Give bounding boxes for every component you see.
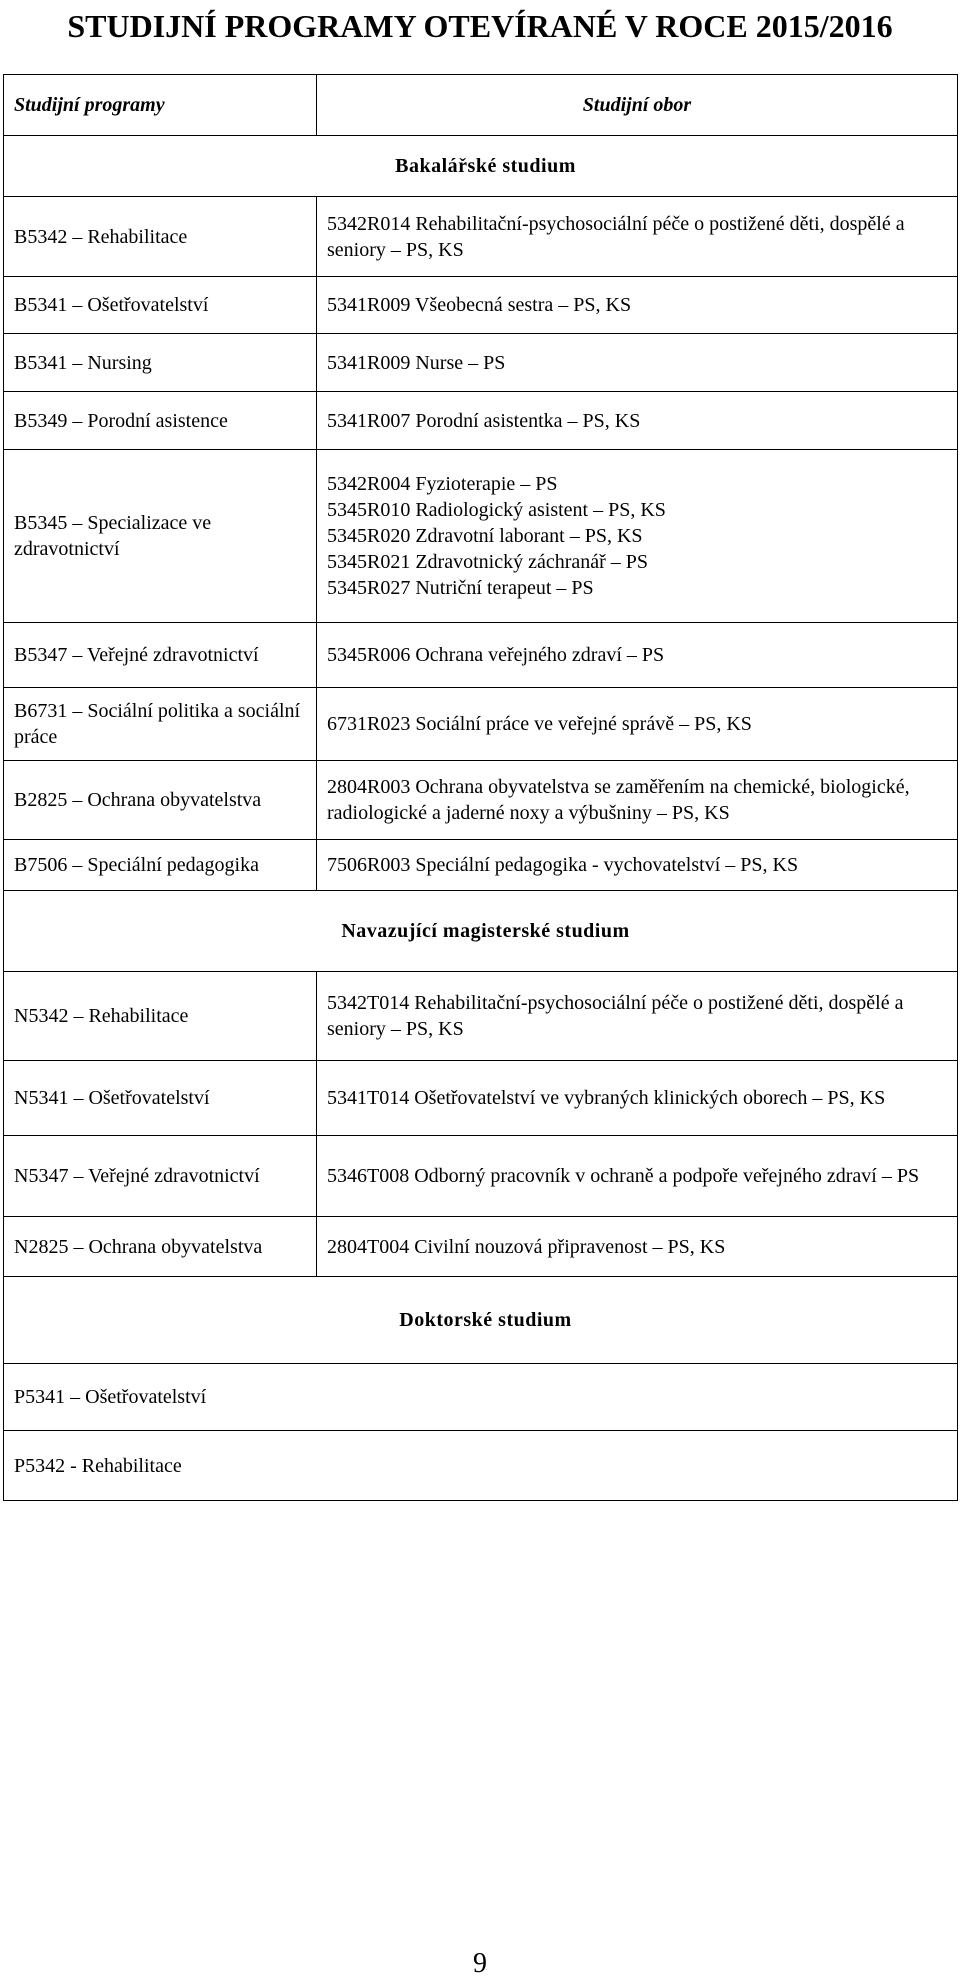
field-cell: 2804T004 Civilní nouzová připravenost – PS, KS [317,1217,958,1277]
table-row [4,1431,958,1501]
table-header-row [4,75,958,136]
program-cell: B5341 – Nursing [4,334,317,392]
program-cell: P5341 – Ošetřovatelství [4,1364,958,1431]
program-cell: B5349 – Porodní asistence [4,392,317,450]
section-heading-row [4,891,958,972]
table-row [4,197,958,277]
field-cell: 5341R009 Všeobecná sestra – PS, KS [317,277,958,334]
program-cell: N5342 – Rehabilitace [4,972,317,1061]
section-heading-row [4,136,958,197]
table-row [4,277,958,334]
field-cell: 5345R006 Ochrana veřejného zdraví – PS [317,623,958,688]
field-cell: 5342T014 Rehabilitační-psychosociální péče o postižené děti, dospělé a seniory – PS, KS [317,972,958,1061]
field-cell: 5341R009 Nurse – PS [317,334,958,392]
field-line: 5345R021 Zdravotnický záchranář – PS [327,551,649,573]
table-row [4,334,958,392]
field-line: 5345R010 Radiologický asistent – PS, KS [327,499,666,521]
table-row [4,1136,958,1217]
program-cell: N2825 – Ochrana obyvatelstva [4,1217,317,1277]
program-cell: N5347 – Veřejné zdravotnictví [4,1136,317,1217]
program-cell: N5341 – Ošetřovatelství [4,1061,317,1136]
field-cell: 6731R023 Sociální práce ve veřejné správě – PS, KS [317,688,958,761]
field-line: 5345R027 Nutriční terapeut – PS [327,577,594,599]
table-row [4,761,958,840]
program-cell: B7506 – Speciální pedagogika [4,840,317,891]
field-line: 5342R004 Fyzioterapie – PS [327,473,558,495]
table-row [4,450,958,623]
table-row [4,1217,958,1277]
section-heading-masters: Navazující magisterské studium [4,891,958,972]
program-cell: B2825 – Ochrana obyvatelstva [4,761,317,840]
table-row [4,623,958,688]
study-programs-table [3,74,958,1501]
table-row [4,840,958,891]
field-cell: 5346T008 Odborný pracovník v ochraně a podpoře veřejného zdraví – PS [317,1136,958,1217]
table-row [4,1364,958,1431]
field-line: 5345R020 Zdravotní laborant – PS, KS [327,525,643,547]
page-number: 9 [473,1948,487,1979]
field-cell [317,450,958,623]
table-row [4,392,958,450]
field-cell: 5341R007 Porodní asistentka – PS, KS [317,392,958,450]
table-row [4,688,958,761]
section-heading-bachelor: Bakalářské studium [4,136,958,197]
field-cell: 7506R003 Speciální pedagogika - vychovatelství – PS, KS [317,840,958,891]
table-row [4,972,958,1061]
program-cell: B6731 – Sociální politika a sociální práce [4,688,317,761]
program-cell: B5345 – Specializace ve zdravotnictví [4,450,317,623]
field-cell: 2804R003 Ochrana obyvatelstva se zaměřením na chemické, biologické, radiologické a jaderné noxy a výbušniny – PS, KS [317,761,958,840]
section-heading-row [4,1277,958,1364]
program-cell: P5342 - Rehabilitace [4,1431,958,1501]
header-study-field: Studijní obor [317,75,958,136]
field-cell: 5342R014 Rehabilitační-psychosociální péče o postižené děti, dospělé a seniory – PS, KS [317,197,958,277]
program-cell: B5347 – Veřejné zdravotnictví [4,623,317,688]
field-cell: 5341T014 Ošetřovatelství ve vybraných klinických oborech – PS, KS [317,1061,958,1136]
header-study-programs: Studijní programy [4,75,317,136]
program-cell: B5341 – Ošetřovatelství [4,277,317,334]
program-cell: B5342 – Rehabilitace [4,197,317,277]
table-row [4,1061,958,1136]
section-heading-doctoral: Doktorské studium [4,1277,958,1364]
page-title: STUDIJNÍ PROGRAMY OTEVÍRANÉ V ROCE 2015/2016 [67,8,893,44]
